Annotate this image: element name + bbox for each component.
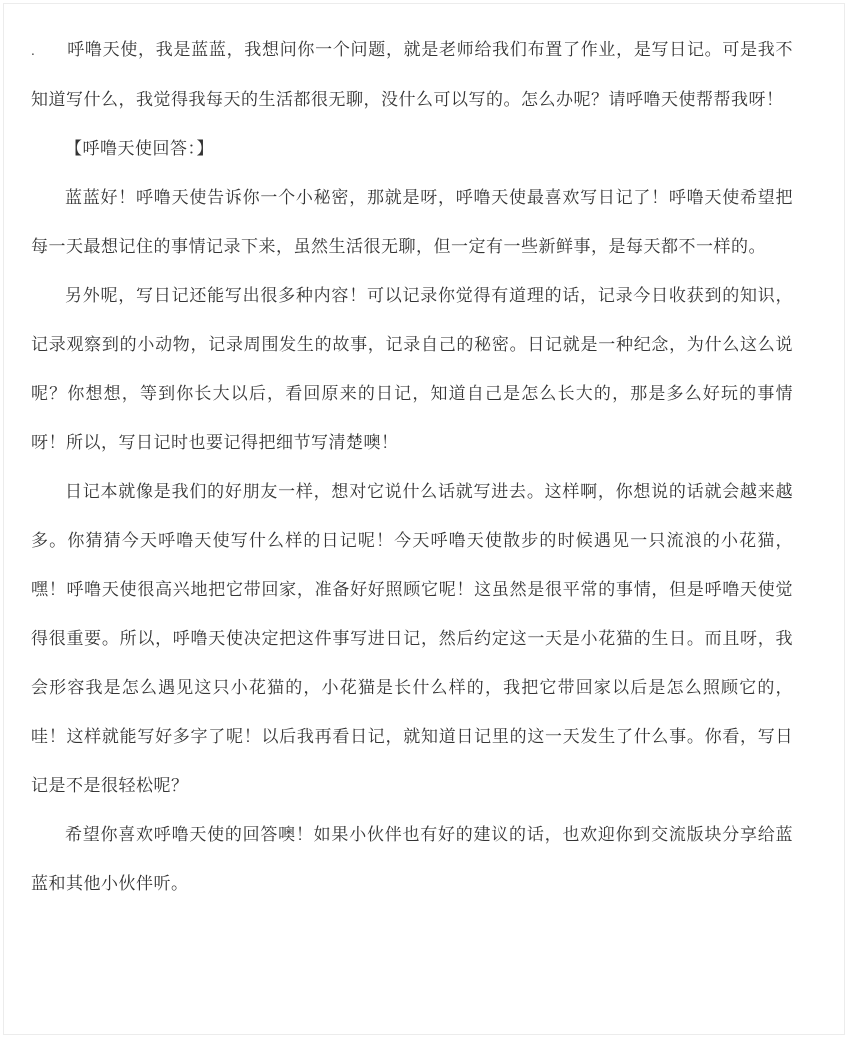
lead-mark: . — [31, 44, 36, 58]
article-body — [31, 26, 793, 909]
answer-paragraph-4: 希望你喜欢呼噜天使的回答噢！如果小伙伴也有好的建议的话，也欢迎你到交流版块分享给蓝蓝和其他小伙伴听。 — [31, 825, 793, 894]
answer-paragraph-2: 另外呢，写日记还能写出很多种内容！可以记录你觉得有道理的话，记录今日收获到的知识，记录观察到的小动物，记录周围发生的故事，记录自己的秘密。日记就是一种纪念，为什么这么说呢？你想想，等到你长大以后，看回原来的日记，知道自己是怎么长大的，那是多么好玩的事情呀！所以，写日记时也要记得把细节写清楚噢！ — [31, 286, 793, 453]
document-page — [3, 3, 845, 1035]
answer-paragraph-3: 日记本就像是我们的好朋友一样，想对它说什么话就写进去。这样啊，你想说的话就会越来越多。你猜猜今天呼噜天使写什么样的日记呢！今天呼噜天使散步的时候遇见一只流浪的小花猫，嘿！呼噜天使很高兴地把它带回家，准备好好照顾它呢！这虽然是很平常的事情，但是呼噜天使觉得很重要。所以，呼噜天使决定把这件事写进日记，然后约定这一天是小花猫的生日。而且呀，我会形容我是怎么遇见这只小花猫的，小花猫是长什么样的，我把它带回家以后是怎么照顾它的，哇！这样就能写好多字了呢！以后我再看日记，就知道日记里的这一天发生了什么事。你看，写日记是不是很轻松呢？ — [31, 482, 793, 796]
answer-paragraph-1: 蓝蓝好！呼噜天使告诉你一个小秘密，那就是呀，呼噜天使最喜欢写日记了！呼噜天使希望把每一天最想记住的事情记录下来，虽然生活很无聊，但一定有一些新鲜事，是每天都不一样的。 — [31, 188, 793, 257]
answer-heading: 【呼噜天使回答：】 — [65, 139, 214, 159]
question-text: 呼噜天使，我是蓝蓝，我想问你一个问题，就是老师给我们布置了作业，是写日记。可是我不知道写什么，我觉得我每天的生活都很无聊，没什么可以写的。怎么办呢？请呼噜天使帮帮我呀！ — [31, 40, 793, 110]
question-paragraph — [31, 26, 793, 125]
